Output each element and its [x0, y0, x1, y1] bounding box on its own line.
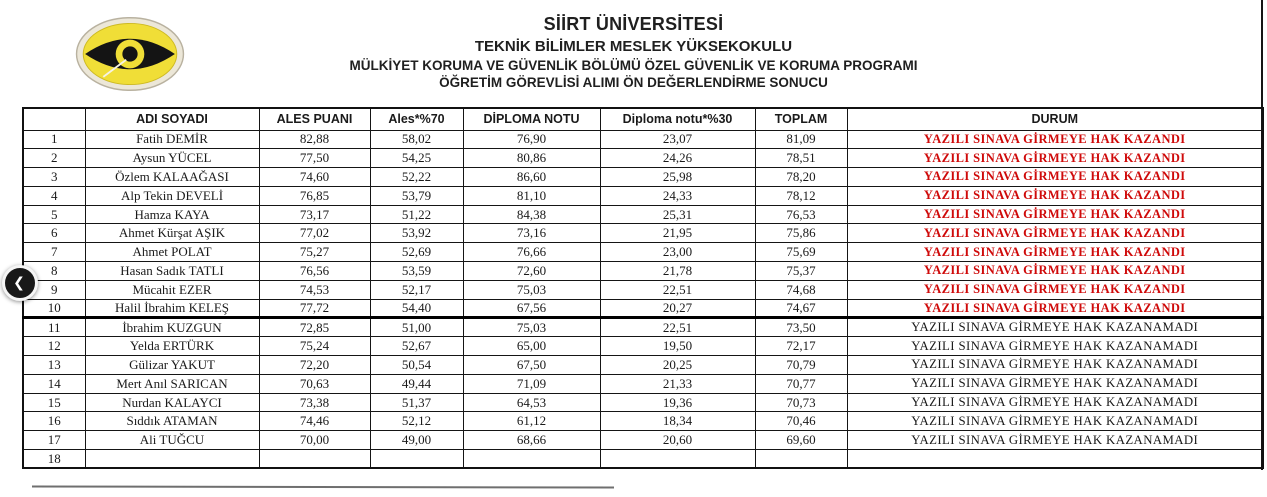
- col-name: ADI SOYADI: [85, 108, 259, 130]
- diploma30-cell: 21,95: [600, 224, 755, 243]
- ales-score-cell: 76,56: [259, 262, 370, 281]
- ales-score-cell: 74,53: [259, 280, 370, 299]
- table-row: [23, 393, 1263, 412]
- diploma-grade-cell: 73,16: [463, 224, 600, 243]
- ales-score-cell: [259, 450, 370, 469]
- diploma-grade-cell: 76,66: [463, 243, 600, 262]
- rank-cell: 4: [23, 186, 85, 205]
- name-cell: İbrahim KUZGUN: [85, 318, 259, 337]
- rank-cell: 13: [23, 356, 85, 375]
- diploma30-cell: 23,00: [600, 243, 755, 262]
- diploma30-cell: 22,51: [600, 318, 755, 337]
- diploma-grade-cell: 67,56: [463, 299, 600, 318]
- status-cell: YAZILI SINAVA GİRMEYE HAK KAZANDI: [847, 130, 1263, 149]
- ales70-cell: 51,22: [370, 205, 463, 224]
- rank-cell: 18: [23, 450, 85, 469]
- rank-cell: 2: [23, 149, 85, 168]
- status-cell: YAZILI SINAVA GİRMEYE HAK KAZANAMADI: [847, 356, 1263, 375]
- status-cell: YAZILI SINAVA GİRMEYE HAK KAZANAMADI: [847, 393, 1263, 412]
- ales70-cell: 52,69: [370, 243, 463, 262]
- diploma30-cell: 19,36: [600, 393, 755, 412]
- ales70-cell: 53,79: [370, 186, 463, 205]
- diploma30-cell: 25,98: [600, 168, 755, 187]
- ales70-cell: 52,12: [370, 412, 463, 431]
- diploma-grade-cell: 84,38: [463, 205, 600, 224]
- results-table-body: [23, 130, 1263, 468]
- diploma30-cell: 18,34: [600, 412, 755, 431]
- ales70-cell: 51,00: [370, 318, 463, 337]
- ales70-cell: 53,59: [370, 262, 463, 281]
- name-cell: Hasan Sadık TATLI: [85, 262, 259, 281]
- document-subtitle: ÖĞRETİM GÖREVLİSİ ALIMI ÖN DEĞERLENDİRME SONUCU: [439, 75, 828, 90]
- diploma-grade-cell: 61,12: [463, 412, 600, 431]
- status-cell: YAZILI SINAVA GİRMEYE HAK KAZANDI: [847, 205, 1263, 224]
- name-cell: Aysun YÜCEL: [85, 149, 259, 168]
- status-cell: YAZILI SINAVA GİRMEYE HAK KAZANDI: [847, 186, 1263, 205]
- status-cell: YAZILI SINAVA GİRMEYE HAK KAZANAMADI: [847, 318, 1263, 337]
- ales70-cell: 53,92: [370, 224, 463, 243]
- ales-score-cell: 82,88: [259, 130, 370, 149]
- table-row: [23, 130, 1263, 149]
- ales70-cell: 58,02: [370, 130, 463, 149]
- status-cell: YAZILI SINAVA GİRMEYE HAK KAZANAMADI: [847, 431, 1263, 450]
- table-row: [23, 412, 1263, 431]
- ales70-cell: 54,25: [370, 149, 463, 168]
- ales70-cell: 52,67: [370, 337, 463, 356]
- ales-score-cell: 72,20: [259, 356, 370, 375]
- table-row: [23, 299, 1263, 318]
- diploma-grade-cell: 75,03: [463, 280, 600, 299]
- col-ales: ALES PUANI: [259, 108, 370, 130]
- diploma30-cell: [600, 450, 755, 469]
- total-cell: [755, 450, 847, 469]
- table-row: [23, 168, 1263, 187]
- rank-cell: 5: [23, 205, 85, 224]
- rank-cell: 7: [23, 243, 85, 262]
- col-durum: DURUM: [847, 108, 1263, 130]
- diploma30-cell: 21,33: [600, 374, 755, 393]
- col-toplam: TOPLAM: [755, 108, 847, 130]
- rank-cell: 3: [23, 168, 85, 187]
- table-row: [23, 374, 1263, 393]
- results-table: [22, 107, 1264, 469]
- table-row: [23, 186, 1263, 205]
- ales-score-cell: 74,60: [259, 168, 370, 187]
- ales-score-cell: 73,17: [259, 205, 370, 224]
- rank-cell: 1: [23, 130, 85, 149]
- name-cell: Özlem KALAAĞASI: [85, 168, 259, 187]
- chevron-left-icon: ❮: [13, 275, 25, 291]
- ales-score-cell: 77,72: [259, 299, 370, 318]
- diploma-grade-cell: 76,90: [463, 130, 600, 149]
- diploma30-cell: 24,26: [600, 149, 755, 168]
- status-cell: YAZILI SINAVA GİRMEYE HAK KAZANDI: [847, 299, 1263, 318]
- total-cell: 73,50: [755, 318, 847, 337]
- name-cell: Ali TUĞCU: [85, 431, 259, 450]
- ales70-cell: [370, 450, 463, 469]
- status-cell: YAZILI SINAVA GİRMEYE HAK KAZANAMADI: [847, 374, 1263, 393]
- col-ales70: Ales*%70: [370, 108, 463, 130]
- ales-score-cell: 75,27: [259, 243, 370, 262]
- diploma30-cell: 19,50: [600, 337, 755, 356]
- name-cell: Gülizar YAKUT: [85, 356, 259, 375]
- rank-cell: 8: [23, 262, 85, 281]
- diploma-grade-cell: 67,50: [463, 356, 600, 375]
- total-cell: 76,53: [755, 205, 847, 224]
- name-cell: Alp Tekin DEVELİ: [85, 186, 259, 205]
- total-cell: 70,79: [755, 356, 847, 375]
- total-cell: 75,86: [755, 224, 847, 243]
- table-row: [23, 224, 1263, 243]
- table-row: [23, 149, 1263, 168]
- ales-score-cell: 72,85: [259, 318, 370, 337]
- table-row: [23, 280, 1263, 299]
- rank-cell: 9: [23, 280, 85, 299]
- carousel-prev-button[interactable]: [2, 265, 38, 301]
- diploma30-cell: 20,60: [600, 431, 755, 450]
- table-row: [23, 205, 1263, 224]
- status-cell: YAZILI SINAVA GİRMEYE HAK KAZANDI: [847, 168, 1263, 187]
- diploma30-cell: 23,07: [600, 130, 755, 149]
- rank-cell: 6: [23, 224, 85, 243]
- ales-score-cell: 70,63: [259, 374, 370, 393]
- status-cell: YAZILI SINAVA GİRMEYE HAK KAZANDI: [847, 243, 1263, 262]
- diploma-grade-cell: 86,60: [463, 168, 600, 187]
- table-row: [23, 262, 1263, 281]
- name-cell: Ahmet Kürşat AŞIK: [85, 224, 259, 243]
- diploma-grade-cell: 64,53: [463, 393, 600, 412]
- ales70-cell: 52,22: [370, 168, 463, 187]
- header-row: [23, 108, 1263, 130]
- total-cell: 75,37: [755, 262, 847, 281]
- status-cell: YAZILI SINAVA GİRMEYE HAK KAZANDI: [847, 224, 1263, 243]
- name-cell: Hamza KAYA: [85, 205, 259, 224]
- total-cell: 69,60: [755, 431, 847, 450]
- name-cell: Ahmet POLAT: [85, 243, 259, 262]
- ales-score-cell: 75,24: [259, 337, 370, 356]
- diploma-grade-cell: 71,09: [463, 374, 600, 393]
- name-cell: Yelda ERTÜRK: [85, 337, 259, 356]
- ales70-cell: 49,44: [370, 374, 463, 393]
- name-cell: Fatih DEMİR: [85, 130, 259, 149]
- ales70-cell: 51,37: [370, 393, 463, 412]
- total-cell: 81,09: [755, 130, 847, 149]
- total-cell: 70,46: [755, 412, 847, 431]
- col-diploma: DİPLOMA NOTU: [463, 108, 600, 130]
- diploma-grade-cell: 80,86: [463, 149, 600, 168]
- ales-score-cell: 70,00: [259, 431, 370, 450]
- total-cell: 78,20: [755, 168, 847, 187]
- diploma30-cell: 24,33: [600, 186, 755, 205]
- ales-score-cell: 76,85: [259, 186, 370, 205]
- ales-score-cell: 73,38: [259, 393, 370, 412]
- name-cell: Mert Anıl SARICAN: [85, 374, 259, 393]
- total-cell: 74,68: [755, 280, 847, 299]
- total-cell: 74,67: [755, 299, 847, 318]
- diploma-grade-cell: 72,60: [463, 262, 600, 281]
- status-cell: YAZILI SINAVA GİRMEYE HAK KAZANDI: [847, 262, 1263, 281]
- rank-cell: 14: [23, 374, 85, 393]
- name-cell: Nurdan KALAYCI: [85, 393, 259, 412]
- rank-cell: 12: [23, 337, 85, 356]
- ales70-cell: 49,00: [370, 431, 463, 450]
- diploma30-cell: 25,31: [600, 205, 755, 224]
- total-cell: 78,51: [755, 149, 847, 168]
- ales70-cell: 52,17: [370, 280, 463, 299]
- ales70-cell: 54,40: [370, 299, 463, 318]
- table-row: [23, 318, 1263, 337]
- status-cell: YAZILI SINAVA GİRMEYE HAK KAZANDI: [847, 149, 1263, 168]
- total-cell: 75,69: [755, 243, 847, 262]
- name-cell: Mücahit EZER: [85, 280, 259, 299]
- name-cell: [85, 450, 259, 469]
- status-cell: YAZILI SINAVA GİRMEYE HAK KAZANAMADI: [847, 412, 1263, 431]
- table-row: [23, 243, 1263, 262]
- diploma-grade-cell: 68,66: [463, 431, 600, 450]
- diploma30-cell: 20,25: [600, 356, 755, 375]
- diploma-grade-cell: 65,00: [463, 337, 600, 356]
- diploma-grade-cell: 81,10: [463, 186, 600, 205]
- diploma30-cell: 22,51: [600, 280, 755, 299]
- table-row: [23, 431, 1263, 450]
- total-cell: 70,73: [755, 393, 847, 412]
- program-title: MÜLKİYET KORUMA VE GÜVENLİK BÖLÜMÜ ÖZEL GÜVENLİK VE KORUMA PROGRAMI: [349, 58, 918, 73]
- name-cell: Sıddık ATAMAN: [85, 412, 259, 431]
- rank-cell: 17: [23, 431, 85, 450]
- ales70-cell: 50,54: [370, 356, 463, 375]
- ales-score-cell: 74,46: [259, 412, 370, 431]
- diploma30-cell: 21,78: [600, 262, 755, 281]
- diploma30-cell: 20,27: [600, 299, 755, 318]
- diploma-grade-cell: [463, 450, 600, 469]
- name-cell: Halil İbrahim KELEŞ: [85, 299, 259, 318]
- rank-cell: 10: [23, 299, 85, 318]
- status-cell: YAZILI SINAVA GİRMEYE HAK KAZANDI: [847, 280, 1263, 299]
- diploma-grade-cell: 75,03: [463, 318, 600, 337]
- col-diploma30: Diploma notu*%30: [600, 108, 755, 130]
- school-title: TEKNİK BİLİMLER MESLEK YÜKSEKOKULU: [474, 38, 793, 55]
- ales-score-cell: 77,02: [259, 224, 370, 243]
- scan-artifact-line: [32, 485, 614, 488]
- total-cell: 70,77: [755, 374, 847, 393]
- status-cell: YAZILI SINAVA GİRMEYE HAK KAZANAMADI: [847, 337, 1263, 356]
- university-title: SİİRT ÜNİVERSİTESİ: [543, 14, 724, 34]
- document-header: [0, 14, 1267, 90]
- rank-cell: 16: [23, 412, 85, 431]
- ales-score-cell: 77,50: [259, 149, 370, 168]
- col-rank: [23, 108, 85, 130]
- table-row: [23, 450, 1263, 469]
- rank-cell: 15: [23, 393, 85, 412]
- total-cell: 78,12: [755, 186, 847, 205]
- table-row: [23, 356, 1263, 375]
- status-cell: [847, 450, 1263, 469]
- table-row: [23, 337, 1263, 356]
- rank-cell: 11: [23, 318, 85, 337]
- total-cell: 72,17: [755, 337, 847, 356]
